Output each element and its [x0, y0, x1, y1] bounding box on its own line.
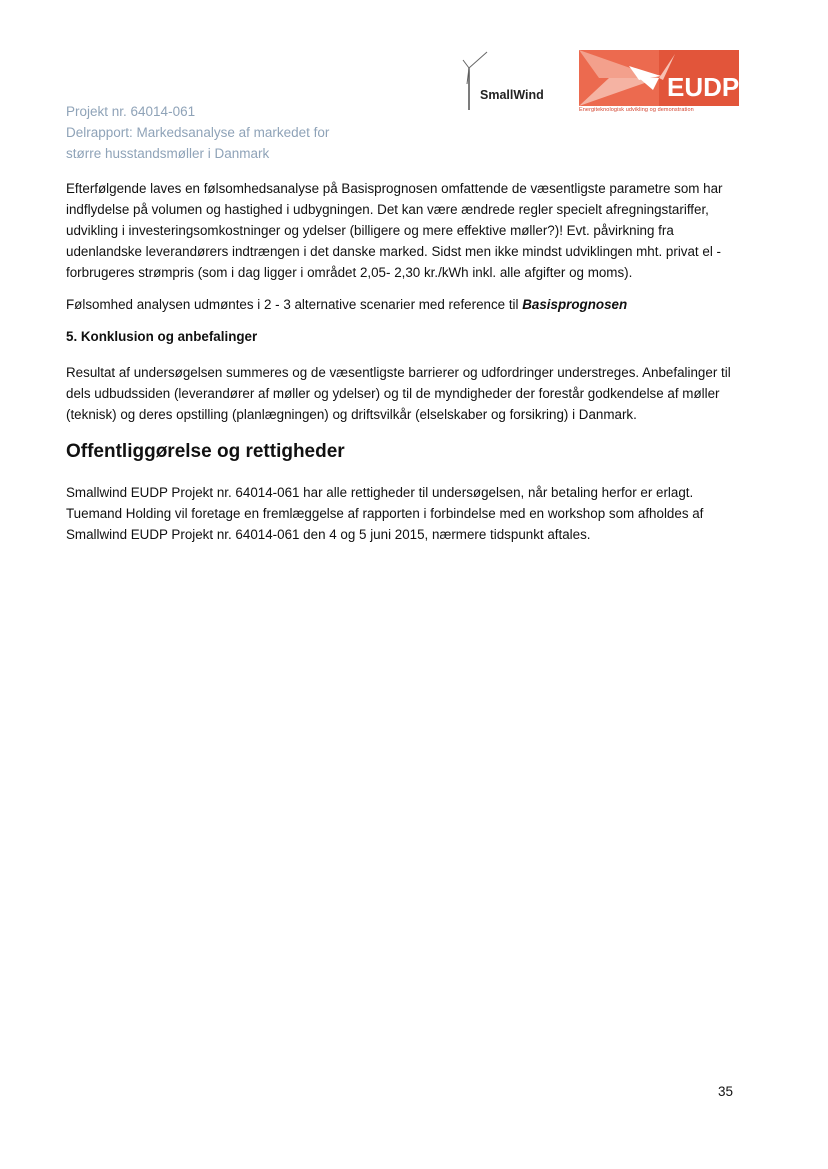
- document-header: [66, 101, 329, 164]
- paragraph-scenarios: [66, 294, 742, 315]
- section-5-heading: 5. Konklusion og anbefalinger: [66, 329, 258, 344]
- paragraph-sensitivity-analysis: Efterfølgende laves en følsomhedsanalyse på Basisprognosen omfattende de væsentligste parametre som har indflydelse på volumen og hastighed i udbygningen. Det kan være ændrede regler specielt afregningstariffer, udvikling i investeringsomkostninger og ydelser (billigere og mere effektive møller?)! Evt. påvirkning fra udenlandske leverandørers indtrængen i det danske marked. Sidst men ikke mindst udviklingen mht. privat el -forbrugeres strømpris (som i dag ligger i området 2,05- 2,30 kr./kWh inkl. alle afgifter og moms).: [66, 181, 723, 280]
- page-number: 35: [718, 1084, 734, 1099]
- paragraph-conclusion: Resultat af undersøgelsen summeres og de væsentligste barrierer og udfordringer understreges. Anbefalinger til dels udbudssiden (leverandører af møller og ydelser) og til de myndigheder der forestår godkendelse af møller (teknisk) og deres opstilling (planlægningen) og driftsvilkår (elselskaber og forsikring) i Danmark.: [66, 365, 731, 422]
- report-title-line1: Delrapport: Markedsanalyse af markedet for: [66, 125, 330, 140]
- report-title-line2: større husstandsmøller i Danmark: [66, 146, 270, 161]
- smallwind-logo: [455, 50, 555, 112]
- basisprognosen-emphasis: Basisprognosen: [522, 297, 628, 312]
- eudp-tagline: Energiteknologisk udvikling og demonstration: [579, 107, 694, 113]
- eudp-emblem-icon: [579, 50, 739, 106]
- rights-heading: Offentliggørelse og rettigheder: [66, 441, 345, 462]
- eudp-logo: [579, 50, 739, 120]
- paragraph-scenarios-text: Følsomhed analysen udmøntes i 2 - 3 alternative scenarier med reference til: [66, 297, 523, 312]
- document-body: [66, 178, 742, 545]
- wind-turbine-icon: [455, 50, 495, 112]
- paragraph-rights: Smallwind EUDP Projekt nr. 64014-061 har alle rettigheder til undersøgelsen, når betaling herfor er erlagt. Tuemand Holding vil foretage en fremlæggelse af rapporten i forbindelse med en workshop som afholdes af Smallwind EUDP Projekt nr. 64014-061 den 4 og 5 juni 2015, nærmere tidspunkt aftales.: [66, 485, 704, 542]
- svg-text:EUDP: EUDP: [667, 72, 739, 102]
- project-number: Projekt nr. 64014-061: [66, 104, 196, 119]
- smallwind-wordmark: SmallWind: [480, 88, 544, 102]
